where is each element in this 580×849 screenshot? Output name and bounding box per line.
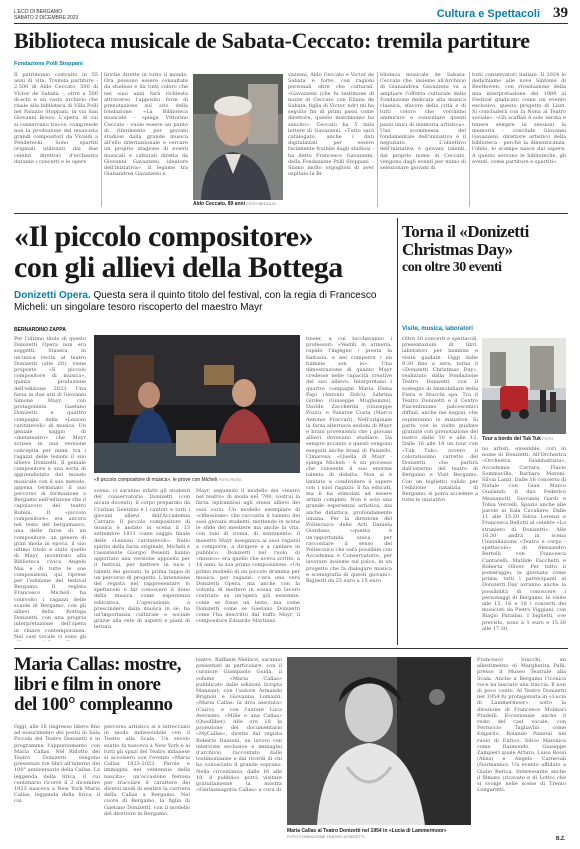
- callas-photo-placeholder: [287, 657, 471, 825]
- article2-kicker: [14, 290, 390, 314]
- col-divider: [377, 72, 378, 207]
- article3-title-line2: Christmas Day»: [402, 240, 513, 259]
- section-rule: [14, 648, 568, 649]
- section-rule: [14, 213, 568, 214]
- section-name: Cultura e Spettacoli: [436, 8, 540, 20]
- article3-col1: Oltre 30 concerti e spettacoli, presentazioni di libri, laboratori per bambini e visite guidate. Oggi dalle 9.30 fino a sera, torna il «Donizetti Christmas Day», realizzato dalla Fondazione Teatro Donizetti con il sostegno di Immobiliare della Fiera e Stucchi spa. Tra il Teatro Donizetti e il Centro Piacentiniano palcoscenici diffusi, anche nei negozi, che ospiteranno le iniziative. Si parte con le visite guidate gratuite con prenotazione del teatro dalle 10 e alle 12. Dalle 16 alle 18 un tour con «Tuk Tuk», ovvero il coloratissimo carretto del Donizetti, che partirà dall'esterno del teatro di Bergamo e Visit Bergamo. Con un biglietto valido per l'edizione natalizia di Bergamo, si potrà accedere a tutte le iniziative.: [402, 336, 478, 504]
- kicker-tag: Donizetti Opera.: [14, 290, 91, 301]
- caption-text: Maria Callas al Teatro Donizetti nel 1954 in «Lucia di Lammermoor»: [287, 828, 447, 834]
- article1-col1: Il patrimonio costruito in 55 anni di vita. Tremila partiture - 2.500 di Aldo Ceccato, 500 di Victor de Sabata -, oltre a 500 di-schi e un vasto archivio che risale alla biblioteca di Villa Polli nel Palazzo Stoppani, in via San Giovanni Bosco. L'opera, di cui si conservano tracce, comprende non la produzione del musicista grandi compositori da Vivaldi a Penderecki. Sono spartiti originali utilizzati dai due celebri direttori d'orchestra durante i concerti e le opere: [14, 72, 98, 165]
- article1-byline: Fondazione Polli Stoppani: [14, 61, 83, 67]
- article4-signoff: B.Z.: [556, 836, 566, 842]
- article4-photo-caption: [287, 828, 471, 840]
- col-divider: [469, 72, 470, 207]
- caption-name: Tour a bordo del Tuk Tuk: [482, 436, 541, 442]
- page-number: 39: [553, 5, 568, 21]
- article2-photo-rehearsal: [94, 335, 300, 473]
- article2-col3: Mayr, seguendo il modello dei «teatro nel teatro» di moda nel '700, costruì la farsa ispirandosi agli stessi allievi dei suoi corsi. Un modello esemplare di «riflessione» che racconta il talento dei suoi giovani studenti, mettendo in scena le sfide del mestiere ma anche la vita, con toni di ironia, di sentimento: il maestro Mayr insegnava ai suoi ragazzi a comporre, a dirigere e a cantare in pubblico. Donizetti nel ruolo di «musico» era quello che aveva scritto, a 14 anni, la sua prima composizione. «Un primo modello di un piccolo dramma per musica, per ragazzi: c'era una vera Donizetti Opera, ma anche con la volontà di mettere in scena un lavoro costruito su un'opera già esistente, come se fosse un testo, ma come Donizetti come se Gaetano Donizetti come l'ha descritto dal buffo Mayr, il compositore Eduardo Martinez.: [196, 488, 300, 625]
- caption-credit: FOTO ROTA: [218, 477, 242, 482]
- article4-title-line3: del 100° compleanno: [14, 694, 173, 715]
- article3-col2: no artisti, ensemble, cori in nome di Donizetti. All'Orchestra «Orchestra Giambattista», Accademia Carrara, Flavio Sommavilla, Barbara Maroni, Silvia Lanzi. Dalle 16 concerto di Natale con Gian Marco Gualandi, il duo Federico Mezzanotti, Giovanni Gardi e Tobia Vercelli. Spazio anche alle parole in Sala Cavaliere. Dalle 11 alle 15.30 Silvia Lorenzi e Francesca Bellotti al celebre «Lo straniero di Donizetti». Alle 16.30 andrà in scena l'installazione «Teatro e corpo - spettacolo» di Alessandro Bertelli con Francesca Cantarelli, Matilde Facchetti e Roberta Oliver. Per tutto il pomeriggio, la giornata come prima, tutti i partecipanti al Donizetti Day avranno anche la possibilità di conoscere i personaggi di Bergamo, le visite alle 15, 16 e 18 i concerti dei musicisti da Pietro Viggiani, con Biagio Paradisi. I biglietti, ove previsto, sono a 1 euro e 15,30 alle 17.30.: [482, 446, 566, 632]
- article4-col4: Francesco Stucchi, un allestimento di Margherita Palli, presso il Museo Teatrale alla Scala. Anche a Bergamo l'iconica voce ha lasciato una traccia. E non di poco conto. Al Teatro Donizetti nel 1954 fu protagonista in «Lucia di Lammermoor», sotto la direzione di Francesco Molinari Pradelli. Eccezionale anche il resto del cast vocale, con Ferruccio Tagliavini come Edgardo, Rolando Panerai nel ruolo di Enrico, Silvio Maionica come Raimondo, Giuseppe Zampieri quale Arturo, Luisa Rossi (Alisa) e Angelo Carnevali (Normanno). Un evento affidato a Giulio Berica. Interessante anche il filmato (ricavato e di Lotto) che si svolge nelle scene di Trento Longaretti.: [477, 657, 566, 794]
- article2-col1: Per l'ultimo titolo di questo Donizetti Opera non era soggetti. Stasera, in un'unica recita al teatro Donizetti (alle 20), viene proposto «Il piccolo compositore di musica», quinta produzione dell'edizione 2023. Una farsa in due atti di Giovanni Simone Mayr, con protagonista Gaetano Donizetti e quattro compagni della «Lezioni caritatevoli» di musica. Un geniale saggio di «metateatro» che Mayr scrisse in una versione concepita per mimi, tra i ragazzi delle lezioni il suo allievo Donizetti. Il geniale compositore è una sorta di apprendistato del mondo musicale con il suo metodo, appena terminato il suo percorso di formazione a Bergamo nell'edizione che il capolavoro del teatro Rubini. Il «piccolo compositore» era ancora nel testo del bergamasco, una delle farse di un compositore, un genere di gran moda in epoca, il suo ultimo titolo è stato quello di Mayr, incontrato alla Biblioteca civica Angelo Mai e di tutte le sue composizioni, qui riprese per l'edizione del festival Bergamo. Il regista Francesco Micheli ha coinvolto i ragazzi delle scuole di Bergamo, con gli allievi della Bottega Donizetti, con una propria interpretazione dell'opera in chiave contemporanea. Nel cast vocale ci sono gli: [14, 336, 86, 640]
- article1-col5: tutti conservatori italiani. Il 2024 lo dedichiamo alle nove Sinfonie di Beethoven, con rivisitazione della mia interpretazione del 1989 al Festival giudicato come un evento esclusivo, questo progetto di Liszt. Si concluderà con la Nona al Teatro sociale». «Gli scaffali è solo serata e tenere sempre in sessioni la memoria - conclude Giovanni Gavazzeni, direttore artistico della biblioteca - perché la dimenticanza, l'oblio, lo scampo nasce dal sapere. A questo servono le biblioteche, gli eventi, come partiture e spartiti».: [472, 72, 566, 165]
- article2-byline: BERNARDINO ZAPPA: [14, 327, 66, 333]
- masthead: [14, 9, 78, 21]
- caption-credit: FOTO BEDOLIS: [246, 201, 276, 206]
- article3-title-line3: con oltre 30 eventi: [402, 260, 502, 275]
- kicker-text: Questa sera il quinto titolo del festival, con la regia di Francesco Micheli: un singolare tesoro riscoperto del maestro Mayr: [14, 290, 377, 313]
- article3-tag: Visite, musica, laboratori: [402, 326, 473, 332]
- article4-col1: Oggi, alle 16 (ingresso libero fino ad esaurimento dei posti) in Sala Piccola del Teatro Donizetti è in programma l'appuntamento con Maria Callas. Nel Ridotto del Teatro Donizetti vengono presentati tre libri all'interno del 100° anniversario della Callas. La leggenda della lirica, il cui centenario ricorre il 2 dicembre 1923 nasceva a New York Maria Callas, leggenda della lirica, il cui: [14, 724, 100, 805]
- article1-col3: vazzeni, Aldo Ceccato e Victor de Sabata è forte, con ragioni personali oltre che culturali. «Gavazzeni (che fu testimone di nozze di Ceccato con Eliana de Sabata, figlia di Victor, ndr) mi ha seguito fin di primi passi come direttore, questo matrimonio ha sancito». Ceccato ha 5 mila lettere di Gavazzeni. «Tutto sarà catalogato, anche i dati digitalizzati per essere facilmente fruibile dagli studiosi - ha detto Francesco Gavazzeni, della Fondazione Polli Stoppani -. Siamo molto orgogliosi di aver ospitato la Bi-: [288, 72, 374, 178]
- article2-title-line1: «Il piccolo compositore»: [14, 220, 314, 253]
- article2-photo-caption: [94, 477, 241, 483]
- portrait-photo-placeholder: [193, 74, 283, 200]
- issue-date: SABATO 2 DICEMBRE 2023: [14, 15, 79, 21]
- header-rule: [14, 23, 568, 24]
- article1-photo-aldo-ceccato: [193, 74, 283, 200]
- article1-col2: liriche dirette in tutto il mondo. Ora possono essere consultate da studiosi e da tutti coloro che nei suoi anni farà richiesta attraverso l'apposito form di prenotazione sul sito della fondazione. «La Biblioteca musicale - spiega Vittorino Ceccato - vuole essere un punto di riferimento per giovani studiosi dalla grande musica all'ello internazionale e cercare un proprio stagione di eventi musicali e culturali diretta da Giovanni Gavazzeni, ideatore dell'iniziativa». Il legame tra Gianandrea Gavazzeni e: [104, 72, 188, 178]
- caption-name: Aldo Ceccato, 89 anni: [193, 201, 245, 207]
- caption-credit: FOTO: [542, 436, 554, 441]
- article4-col2: percorso artistico si è intrecciato in modo indissolubile con il Teatro alla Scala. Un secolo esatto fa nasceva a New York e ai tutti gli spazi del Teatro milanese si accolsero con l'evento «Maria Callas 1923-2023. Parole e immagini nel ventennio della nascita», un'occasione festosa per tracciare il carattere dei diversi modi di sentire la carriera della Callas a Bergamo. Nel cuore di Bergamo, la figlia di Gaetano Donizetti, con il modello del direttore in Bergamo.: [104, 724, 190, 817]
- article2-title-line2: con gli allievi della Bottega: [14, 251, 343, 284]
- article3-photo-tuk-tuk: [482, 338, 566, 434]
- article2-col2: scena: ci saranno infatti gli studenti del conservatorio Donizetti (con alcuni docenti), il corpo preparato da Cristian Gentilini e i cantori e tutti i giovani allievi dell'Accademia Carrara. Il piccolo compositore di musica è andato in scena il 13 settembre 1811 come saggio finale delle «Lezioni caritatevoli». Nello spirito della farsa originale, Micheli e l'assistente Giorgio Pesenti hanno apportato una versione apposita per il festival, per mettere in luce i talenti dei giovani, la prima tappa di un percorso di progetto. L'intenzione del regista nel rappresentare lo spettacolo è far conoscere il dono della musica come esperienza educativa. L'operazione, a prescindere dalla musica in sé, ha un'importanza culturale e sociale grazie alla rete di aspetti e piani di lettura.: [94, 488, 190, 631]
- article4-col3: teatro, Raffaele Mellace, saranno presentati in particolare, con il curatore Giampaolo Guida, il volume «Maria Callas» pubblicato dalle edizioni Scripta Maneant; con l'autore Armando Brignoli e Giovanna Lomazzi, «Maria Callas: la diva assoluta» (Cairo), e con l'autore Luca Aversano, «Mille e una Callas» (Quodlibet). Alle ore 18 la proiezione del documentario «MyCallas», diretto dal regista Roberto Dassoni, un lavoro con interviste esclusive e immagini d'archivio, raccontato dalle testimonianze e dai ricordi di chi ha conosciuto il grande soprano. Nella circostanza, dalle 16 alle 18, il pubblico potrà visitare gratuitamente la mostra «Fantasmagoria Callas» a cura di: [196, 657, 282, 794]
- article1-col4: blioteca musicale de Sabata-Ceccato che, insieme all'Archivio di Gianandrea Gavazzeni va a ampliare l'offerta culturale della Fondazione dedicata alla musica classica, sfavore della città e di tutti coloro che vorranno ammirare e consultare questi pezzi unici di memoria artistica». Una scommessa del fondamentale dell'iniziativa è il negoziato. L'obiettivo dell'iniziativa è giovani talenti, dal proprio nome di Ceccato, vengono dagli eventi per mimo di selezionare giovani di: [380, 72, 466, 172]
- article1-title: Biblioteca musicale de Sabata-Ceccato: tremila partiture: [14, 28, 530, 53]
- article1-photo-caption: [193, 201, 276, 207]
- article4-photo-maria-callas: [287, 657, 471, 825]
- article4-title-line2: libri e film in onore: [14, 674, 161, 695]
- caption-credit: FOTO FONDAZIONE TEATRO DONIZETTI: [287, 834, 365, 839]
- caption-text: «Il piccolo compositore di musica», le prove con Micheli: [94, 477, 218, 483]
- article-divider: [397, 218, 398, 645]
- article3-photo-caption: [482, 436, 553, 442]
- newspaper-name: L'ECO DI BERGAMO: [14, 9, 62, 15]
- col-divider: [101, 72, 102, 207]
- tuktuk-photo-placeholder: [482, 338, 566, 434]
- article2-col4: tineer, a cui toccheranno i professori: «Vestiti in armeria, rapido l'ingegno / presta la fantasia, e nel comporre / un fulmine son io». Una dimostrazione di quanto Mayr credesse nelle capacità creative del suo allievo. Interpretano i quattro compagni Maria Elena Papi (Antonio Dolci), Sabrina Girdeo (Giuseppe Mughemmi), Davide Zaccherini (Giuseppe Pozzi), e Yunarse Costa (Marco Antonio Fraccari). Nell'originale la farsa alternava sezioni di Mayr e brani provenienti che i giovani allievi dovevano studiare. Da sempre accanto a questi vengono eseguiti anche brani di Paisiello, Cimarosa. «Quella di Mayr - spiega Micheli - è un processo che consente il suo enorme talento di didatta. Non si è limitato a condividere il sapere con i suoi ragazzi: li ha educati, ma li ha stimolati ad essere artisti completi. Non è solo una grande esperienza artistica, ma anche didattica, profondamente umana. Per la direzione del Politecnico delle Arti Daniela Giordano, «questa è un'opportunità unica per raccontare il senso del Politecnico che sarà possibile con Accademia e Conservatorio, per lavorare insieme sul palco, in un progetto che fa dialogare musica e scenografia di questi giovani». Biglietti da 25 euro a 15 euro.: [306, 336, 392, 584]
- article3-title-line1: Torna il «Donizetti: [402, 222, 529, 241]
- rehearsal-photo-placeholder: [94, 335, 300, 473]
- article4-title-line1: Maria Callas: mostre,: [14, 654, 181, 675]
